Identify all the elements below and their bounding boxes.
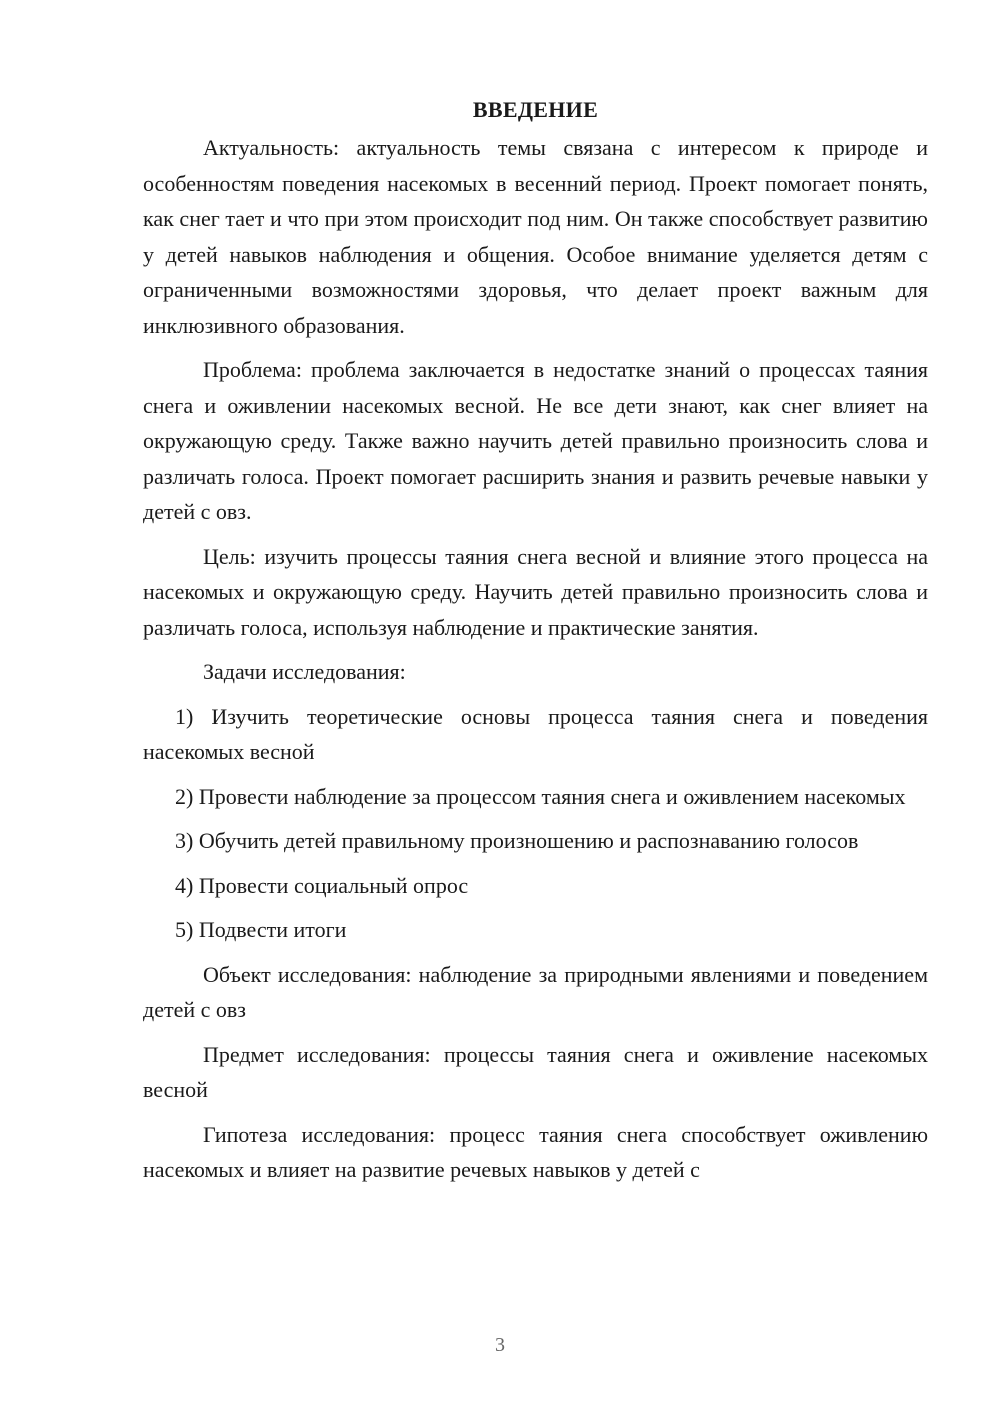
task-item-4: 4) Провести социальный опрос	[175, 872, 469, 898]
paragraph-subject: Предмет исследования: процессы таяния снега и оживление насекомых весной	[143, 1041, 928, 1102]
paragraph-problem: Проблема: проблема заключается в недостатке знаний о процессах таяния снега и оживлении насекомых весной. Не все дети знают, как снег влияет на окружающую среду. Также важно научить детей правильно произносить слова и различать голоса. Проект помогает расширить знания и развить речевые навыки у детей с овз.	[143, 357, 928, 524]
paragraph-object: Объект исследования: наблюдение за природными явлениями и поведением детей с овз	[143, 961, 928, 1022]
task-item-5: 5) Подвести итоги	[175, 917, 347, 942]
document-page	[143, 92, 928, 1197]
task-item-1: 1) Изучить теоретические основы процесса таяния снега и поведения насекомых весной	[143, 703, 928, 764]
paragraph-hypothesis: Гипотеза исследования: процесс таяния снега способствует оживлению насекомых и влияет на развитие речевых навыков у детей с	[143, 1121, 928, 1182]
tasks-heading: Задачи исследования:	[203, 659, 406, 684]
page-number: 3	[495, 1334, 505, 1356]
paragraph-goal: Цель: изучить процессы таяния снега весной и влияние этого процесса на насекомых и окружающую среду. Научить детей правильно произносить слова и различать голоса, используя наблюдение и практические занятия.	[143, 543, 928, 640]
task-item-2: 2) Провести наблюдение за процессом таяния снега и оживлением насекомых	[175, 783, 906, 809]
paragraph-relevance: Актуальность: актуальность темы связана с интересом к природе и особенностям поведения насекомых в весенний период. Проект помогает понять, как снег тает и что при этом происходит под ним. Он также способствует развитию у детей навыков наблюдения и общения. Особое внимание уделяется детям с ограниченными возможностями здоровья, что делает проект важным для инклюзивного образования.	[143, 135, 928, 338]
section-title: ВВЕДЕНИЕ	[472, 97, 599, 122]
task-item-3: 3) Обучить детей правильному произношению и распознаванию голосов	[175, 828, 859, 853]
